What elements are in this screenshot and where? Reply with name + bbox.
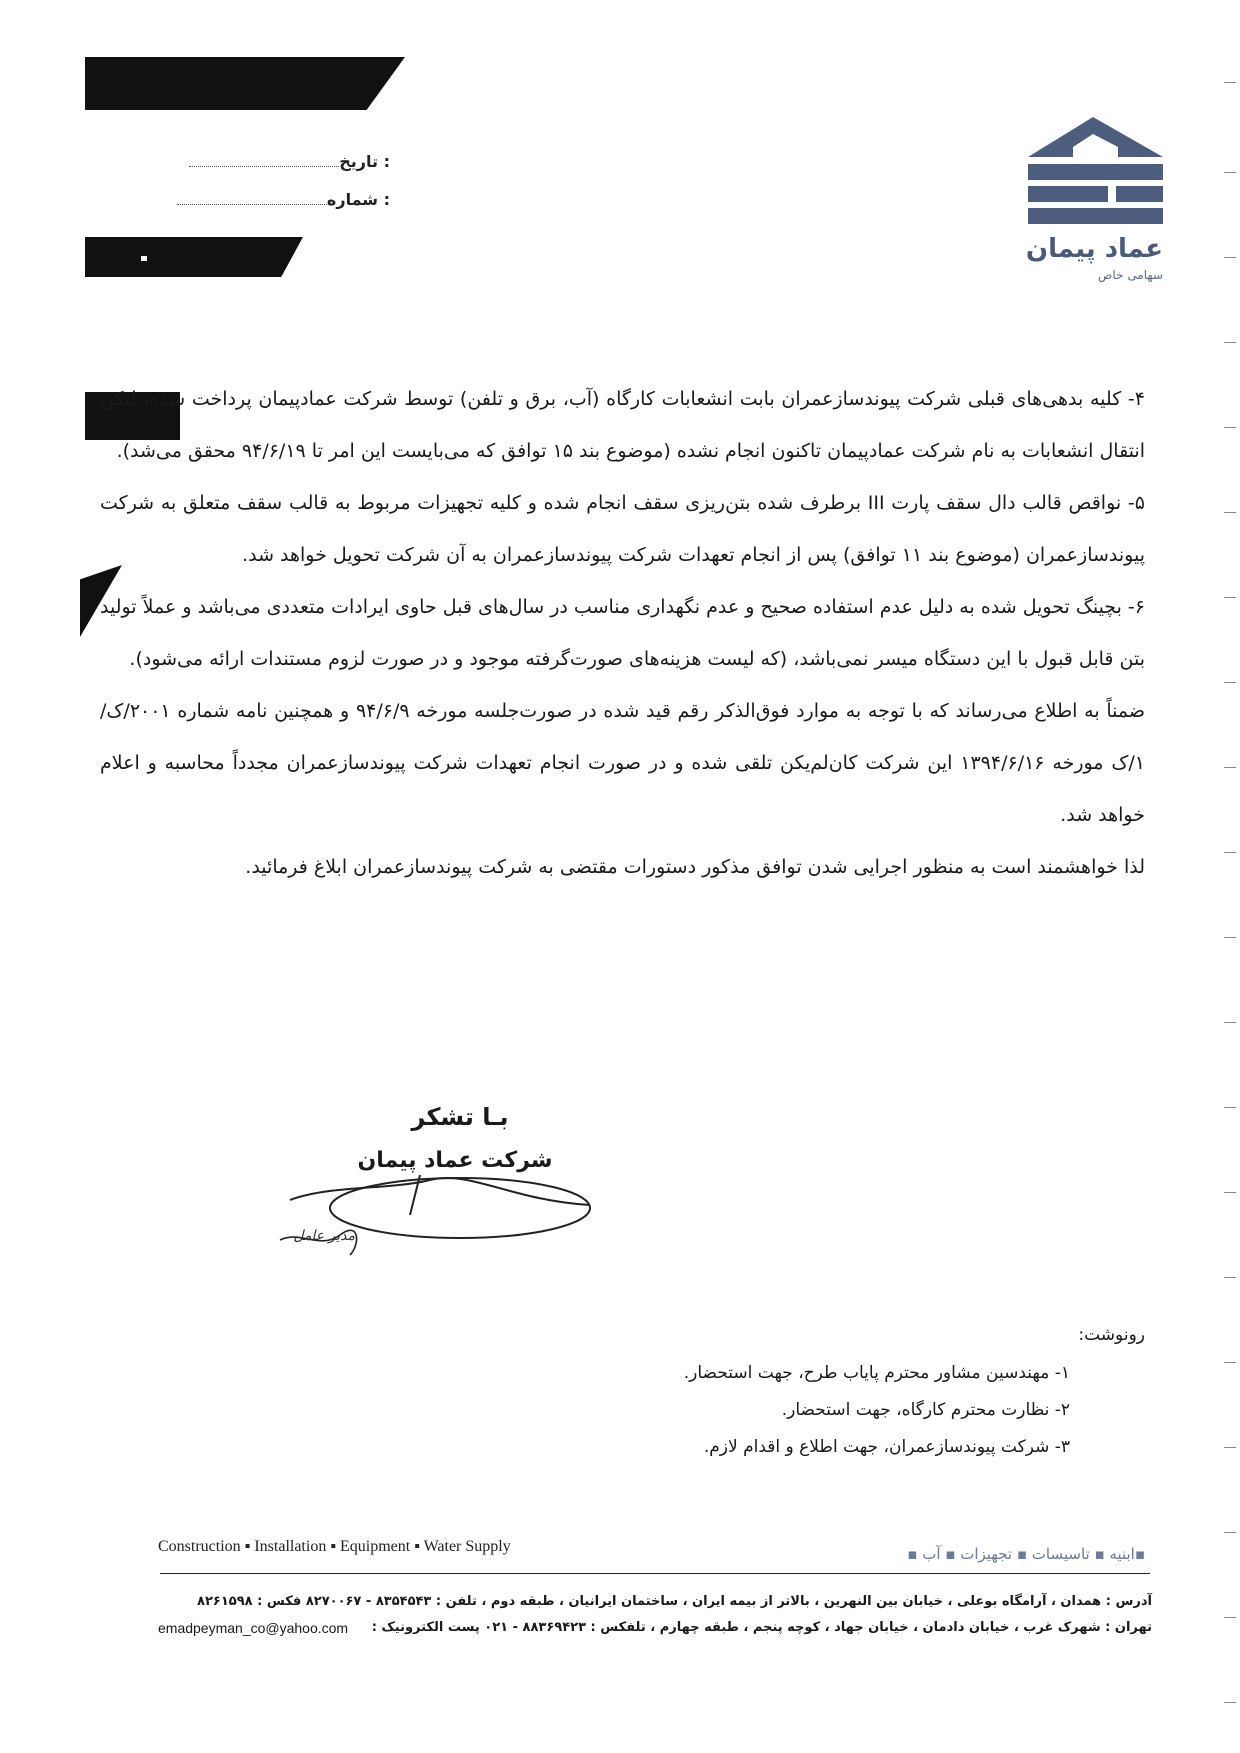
footer-address-2: تهران : شهرک غرب ، خیابان دادمان ، خیابان جهاد ، کوچه پنجم ، طبقه چهارم ، تلفکس : ۸۸۳۶۹۴۲۳ - ۰۲۱ پست الکترونیک : [371,1620,1152,1635]
date-label: : تاریخ [339,152,390,171]
handwritten-signature [270,1170,600,1270]
margin-ticks [1220,0,1240,1753]
closing-text: بـا تشکر [411,1103,509,1131]
footer-services-en: Construction ▪ Installation ▪ Equipment ▪ Water Supply [158,1538,511,1555]
cc-item-2: ۲- نظارت محترم کارگاه، جهت استحضار. [781,1400,1070,1420]
signer-title: مدیر عامل [293,1228,355,1244]
letter-body [100,373,1145,893]
date-dots [189,156,339,167]
signature-company: شرکت عماد پیمان [357,1148,553,1173]
cc-label: رونوشت: [1078,1325,1145,1345]
paragraph-5: ۵- نواقص قالب دال سقف پارت III برطرف شده بتن‌ریزی سقف انجام شده و کلیه تجهیزات مربوط به قالب سقف متعلق به شرکت پیوندسازعمران (موضوع بند ۱۱ توافق) پس از انجام تعهدات شرکت پیوندسازعمران به آن شرکت تحویل خواهد شد. [100,492,1145,566]
footer-address-1: آدرس : همدان ، آرامگاه بوعلی ، خیابان بین النهرین ، بالاتر از بیمه ایران ، ساختمان ایرانیان ، طبقه دوم ، تلفن : ۸۳۵۴۵۴۳ - ۸۲۷۰۰۶۷ فکس : ۸۲۶۱۵۹۸ [197,1594,1152,1609]
number-field [170,190,390,209]
footer-divider [160,1573,1150,1574]
cc-item-1: ۱- مهندسین مشاور محترم پایاب طرح، جهت استحضار. [683,1363,1070,1383]
redaction-bar-top [85,57,405,110]
paragraph-6: ۶- بچینگ تحویل شده به دلیل عدم استفاده صحیح و عدم نگهداری مناسب در سال‌های قبل حاوی ایرادات متعددی می‌باشد و عملاً تولید بتن قابل قبول با این دستگاه میسر نمی‌باشد، (که لیست هزینه‌های صورت‌گرفته موجود و در صورت لزوم مستندات ارائه می‌شود). [100,596,1145,670]
footer-services-fa: ▪ابنیه ▪ تاسیسات ▪ تجهیزات ▪ آب ▪ [907,1545,1145,1563]
cc-item-3: ۳- شرکت پیوندسازعمران، جهت اطلاع و اقدام لازم. [703,1437,1070,1457]
redaction-dot [141,256,147,261]
company-logo [1018,112,1178,292]
number-label: : شماره [326,190,390,209]
date-field [170,152,390,171]
logo-company-name: عماد پیمان [1025,234,1163,264]
footer-email: emadpeyman_co@yahoo.com [158,1620,349,1636]
logo-company-sub: سهامی خاص [1097,268,1163,282]
paragraph-note: ضمناً به اطلاع می‌رساند که با توجه به موارد فوق‌الذکر رقم قید شده در صورت‌جلسه مورخه ۹۴/۶/۹ و همچنین نامه شماره ۲۰۰۱/ک/۱/ک مورخه ۱۳۹۴/۶/۱۶ این شرکت کان‌لم‌یکن تلقی شده و در صورت انجام تعهدات شرکت پیوندسازعمران مجدداً محاسبه و اعلام خواهد شد. [100,700,1145,826]
logo-mark-icon [1018,112,1168,232]
number-dots [177,194,327,205]
redaction-bar-middle [85,237,303,277]
paragraph-4: ۴- کلیه بدهی‌های قبلی شرکت پیوندسازعمران بابت انشعابات کارگاه (آب، برق و تلفن) توسط شرکت عمادپیمان پرداخت شده، لیکن انتقال انشعابات به نام شرکت عمادپیمان تاکنون انجام نشده (موضوع بند ۱۵ توافق که می‌بایست این امر تا ۹۴/۶/۱۹ محقق می‌شد). [100,388,1145,462]
paragraph-request: لذا خواهشمند است به منظور اجرایی شدن توافق مذکور دستورات مقتضی به شرکت پیوندسازعمران ابلاغ فرمائید. [245,856,1145,878]
